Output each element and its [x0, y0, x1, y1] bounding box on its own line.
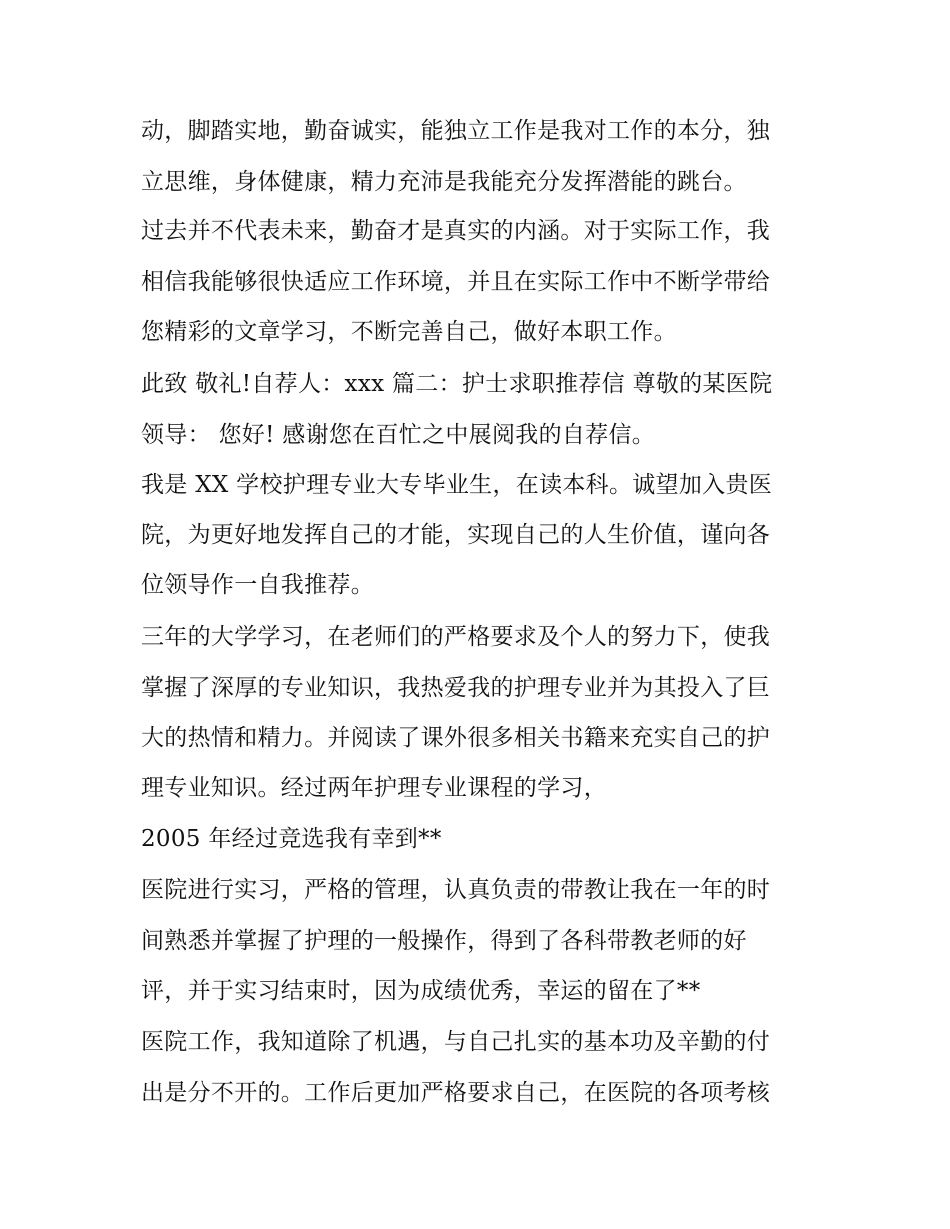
text-line: 三年的大学学习，在老师们的严格要求及个人的努力下，使我	[141, 624, 771, 650]
text-line: 2005 年经过竞选我有幸到**	[141, 826, 442, 852]
text-line: 理专业知识。经过两年护理专业课程的学习，	[141, 775, 607, 801]
text-line: 动，脚踏实地，勤奋诚实，能独立工作是我对工作的本分，独	[141, 118, 771, 144]
text-line: 此致 敬礼!自荐人：xxx 篇二：护士求职推荐信 尊敬的某医院	[141, 371, 773, 397]
text-line: 院，为更好地发挥自己的才能，实现自己的人生价值，谨向各	[141, 522, 771, 548]
text-line: 立思维，身体健康，精力充沛是我能充分发挥潜能的跳台。	[141, 169, 747, 195]
text-line: 出是分不开的。工作后更加严格要求自己，在医院的各项考核	[141, 1080, 771, 1106]
text-line: 您精彩的文章学习，不断完善自己，做好本职工作。	[141, 319, 677, 345]
text-line: 医院工作，我知道除了机遇，与自己扎实的基本功及辛勤的付	[141, 1029, 771, 1055]
text-line: 相信我能够很快适应工作环境，并且在实际工作中不断学带给	[141, 269, 771, 295]
text-line: 大的热情和精力。并阅读了课外很多相关书籍来充实自己的护	[141, 725, 771, 751]
text-line: 医院进行实习，严格的管理，认真负责的带教让我在一年的时	[141, 877, 771, 903]
text-line: 过去并不代表未来，勤奋才是真实的内涵。对于实际工作，我	[141, 218, 771, 244]
text-line: 间熟悉并掌握了护理的一般操作，得到了各科带教老师的好	[141, 928, 747, 954]
text-line: 掌握了深厚的专业知识，我热爱我的护理专业并为其投入了巨	[141, 675, 771, 701]
text-line: 我是 XX 学校护理专业大专毕业生，在读本科。诚望加入贵医	[141, 472, 773, 498]
text-line: 领导： 您好! 感谢您在百忙之中展阅我的自荐信。	[141, 422, 656, 448]
text-line: 评，并于实习结束时，因为成绩优秀，幸运的留在了**	[141, 978, 701, 1004]
text-line: 位领导作一自我推荐。	[141, 572, 374, 598]
